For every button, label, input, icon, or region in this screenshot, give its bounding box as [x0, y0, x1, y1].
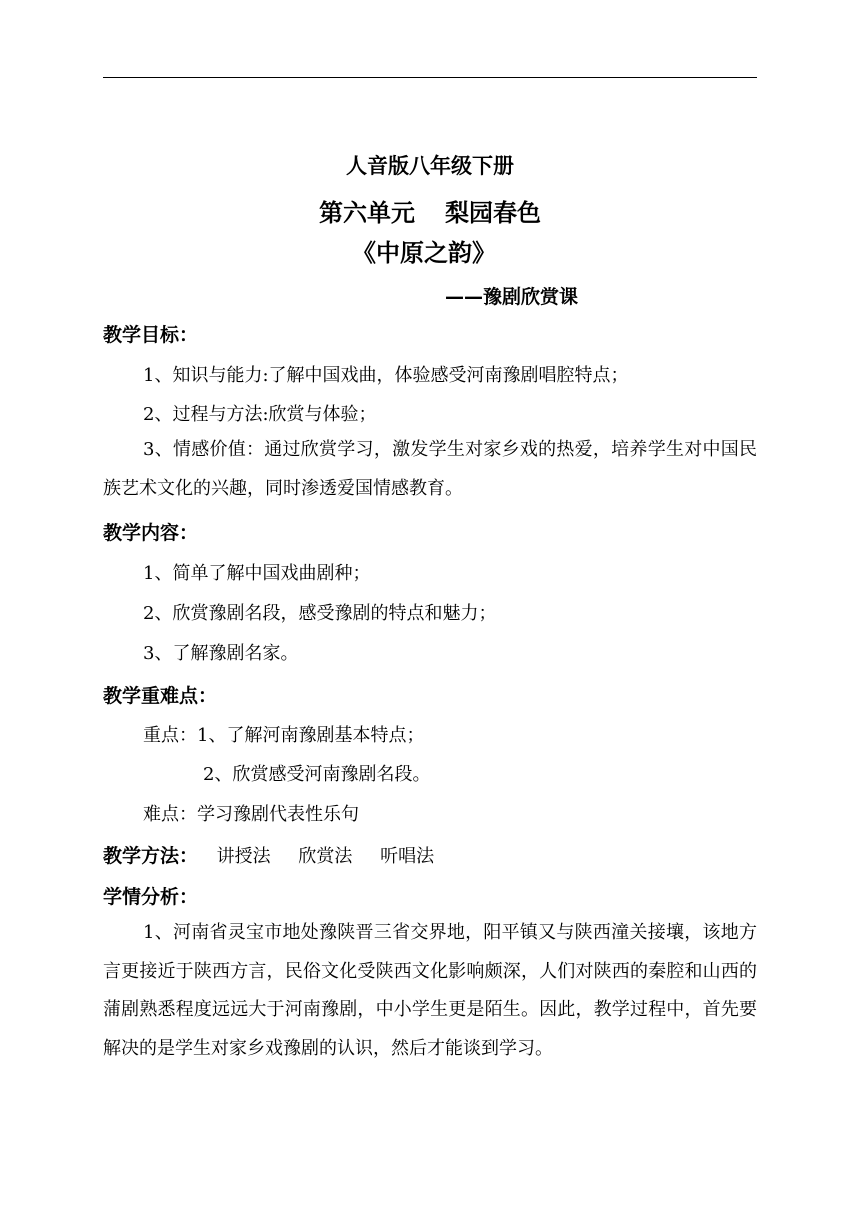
- difficulty-item: 难点：学习豫剧代表性乐句: [143, 804, 359, 825]
- objectives-heading: 教学目标：: [103, 324, 199, 346]
- lesson-title: 《中原之韵》: [352, 239, 496, 267]
- key-point-item-1: 重点：1、了解河南豫剧基本特点；: [143, 725, 425, 746]
- analysis-heading: 学情分析：: [103, 886, 199, 908]
- doc-title-grade: 人音版八年级下册: [346, 154, 514, 178]
- unit-label: 第六单元: [319, 199, 415, 227]
- methods-heading: 教学方法：: [103, 845, 199, 867]
- content-item-1: 1、简单了解中国戏曲剧种；: [143, 563, 371, 584]
- doc-title-unit: [0, 193, 860, 228]
- methods-row: [103, 841, 456, 868]
- content-heading: 教学内容：: [103, 522, 199, 544]
- objective-item-3: 3、情感价值：通过欣赏学习，激发学生对家乡戏的热爱，培养学生对中国民族艺术文化的兴趣，同时渗透爱国情感教育。: [103, 439, 757, 499]
- analysis-paragraph: 1、河南省灵宝市地处豫陕晋三省交界地，阳平镇又与陕西潼关接壤，该地方言更接近于陕西方言，民俗文化受陕西文化影响颇深，人们对陕西的秦腔和山西的蒲剧熟悉程度远远大于河南豫剧，中小学生更是陌生。因此，教学过程中，首先要解决的是学生对家乡戏豫剧的认识，然后才能谈到学习。: [103, 922, 757, 1059]
- method-item: 欣赏法: [298, 846, 353, 867]
- objective-item-1: 1、知识与能力:了解中国戏曲，体验感受河南豫剧唱腔特点；: [143, 365, 629, 386]
- key-point-item-2: 2、欣赏感受河南豫剧名段。: [203, 764, 431, 785]
- unit-name: 梨园春色: [445, 199, 541, 227]
- content-item-3: 3、了解豫剧名家。: [143, 643, 299, 664]
- key-points-heading: 教学重难点：: [103, 685, 218, 707]
- objective-item-2: 2、过程与方法:欣赏与体验；: [143, 404, 377, 425]
- header-rule: [103, 77, 757, 78]
- lesson-subtitle: ——豫剧欣赏课: [445, 286, 579, 308]
- method-item: 讲授法: [216, 846, 271, 867]
- content-item-2: 2、欣赏豫剧名段，感受豫剧的特点和魅力；: [143, 603, 497, 624]
- method-item: 听唱法: [380, 846, 435, 867]
